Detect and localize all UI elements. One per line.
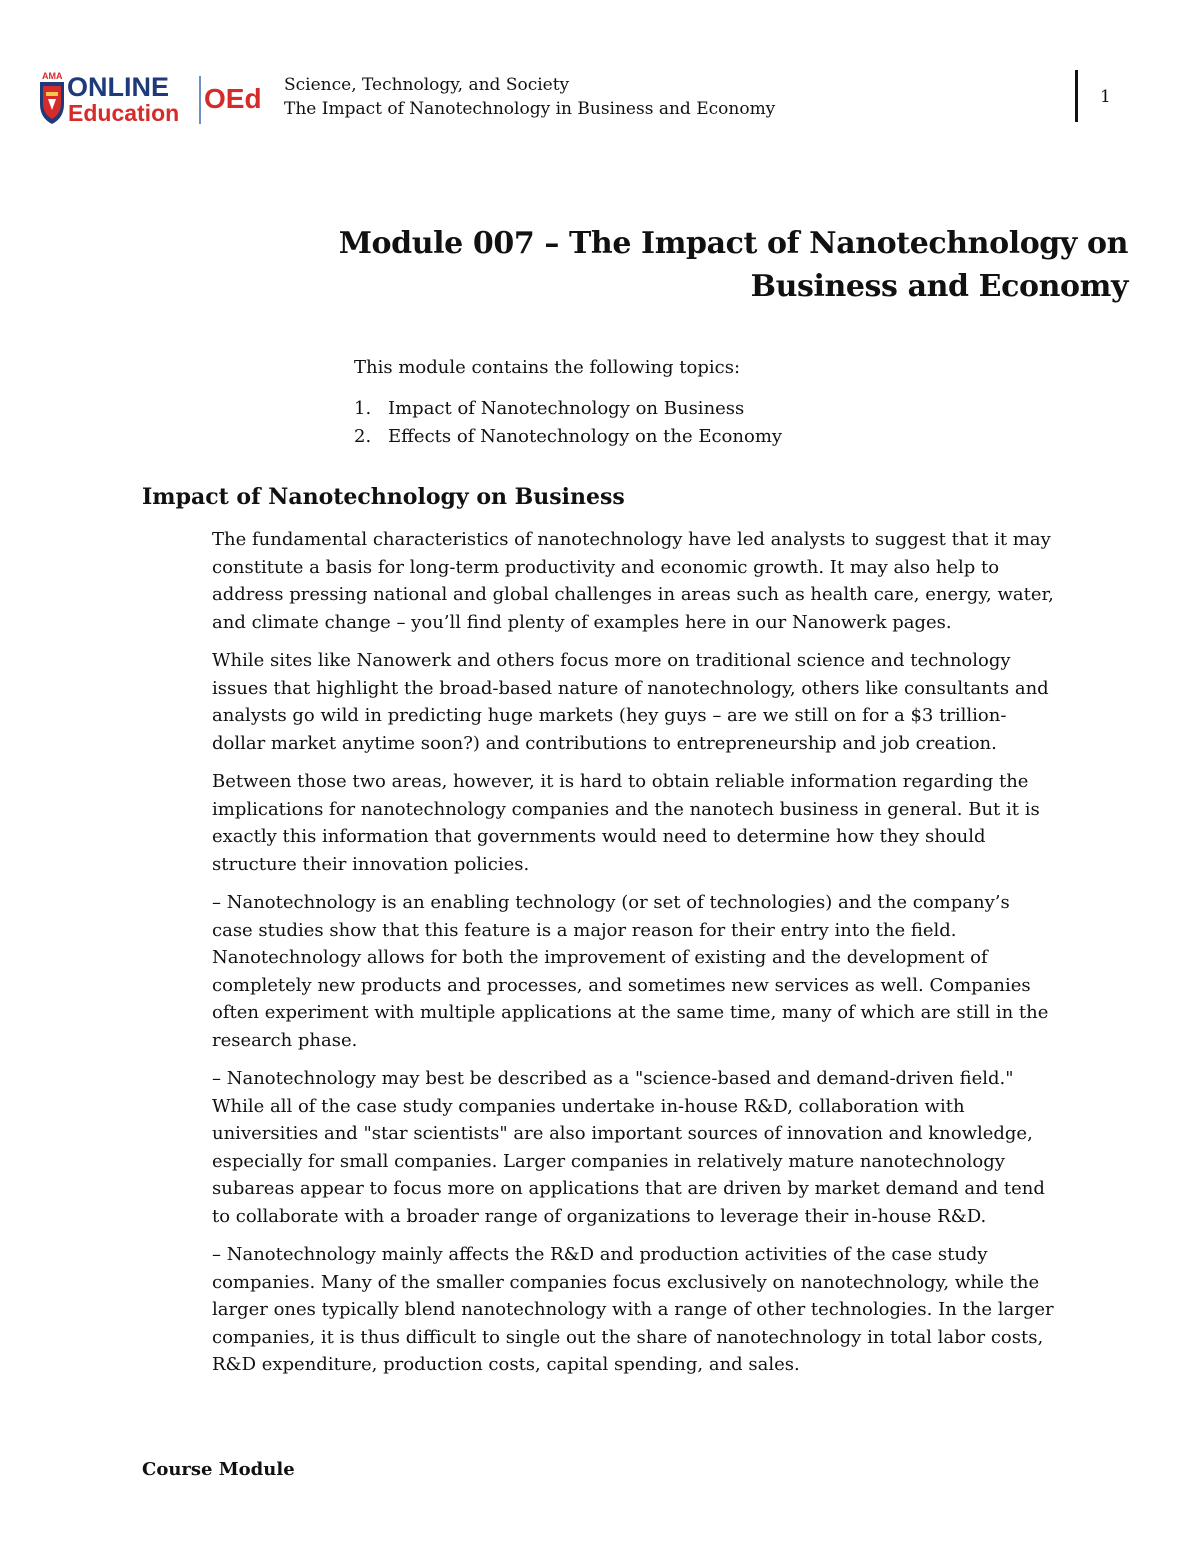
text-line: structure their innovation policies. <box>212 853 530 875</box>
text-line: constitute a basis for long-term productivity and economic growth. It may also help to <box>212 556 1000 578</box>
text-line: issues that highlight the broad-based nature of nanotechnology, others like consultants and <box>212 677 1049 699</box>
paragraph <box>212 889 1142 1054</box>
paragraph <box>212 647 1142 757</box>
module-title-line: Business and Economy <box>750 269 1128 304</box>
text-line: and climate change – you’ll find plenty of examples here in our Nanowerk pages. <box>212 611 952 633</box>
online-text: ONLINE <box>67 72 170 102</box>
text-line: Between those two areas, however, it is hard to obtain reliable information regarding the <box>212 771 1029 792</box>
ama-text: AMA <box>42 71 63 81</box>
text-line: implications for nanotechnology companies and the nanotech business in general. But it is <box>212 798 1040 820</box>
topic-item <box>354 423 782 451</box>
text-line: While sites like Nanowerk and others focus more on traditional science and technology <box>212 650 1011 671</box>
module-title-line: Module 007 – The Impact of Nanotechnology on <box>338 226 1128 261</box>
footer-label: Course Module <box>142 1459 295 1480</box>
topic-number: 1. <box>354 398 372 419</box>
oed-text: OEd <box>204 83 262 114</box>
topic-item <box>354 395 782 423</box>
text-line: companies, it is thus difficult to single out the share of nanotechnology in total labor costs, <box>212 1326 1044 1348</box>
text-line: The fundamental characteristics of nanotechnology have led analysts to suggest that it may <box>212 529 1051 550</box>
topic-number: 2. <box>354 426 372 447</box>
paragraph <box>212 1241 1142 1379</box>
paragraph <box>212 526 1142 636</box>
text-line: case studies show that this feature is a major reason for their entry into the field. <box>212 919 957 941</box>
page-header <box>0 0 1200 140</box>
text-line: especially for small companies. Larger companies in relatively mature nanotechnology <box>212 1150 1005 1172</box>
education-text: Education <box>68 100 180 126</box>
header-divider <box>1075 70 1078 122</box>
text-line: Nanotechnology allows for both the improvement of existing and the development of <box>212 947 988 968</box>
paragraph <box>212 768 1142 878</box>
section-body <box>212 526 1142 1390</box>
page-number: 1 <box>1100 87 1111 107</box>
text-line: universities and "star scientists" are also important sources of innovation and knowledge, <box>212 1123 1033 1144</box>
text-line: – Nanotechnology may best be described as a "science-based and demand-driven field." <box>212 1068 1014 1089</box>
section-heading: Impact of Nanotechnology on Business <box>142 484 625 510</box>
text-line: research phase. <box>212 1029 358 1051</box>
paragraph <box>212 1065 1142 1230</box>
topic-label: Effects of Nanotechnology on the Economy <box>388 426 783 447</box>
text-line: exactly this information that governments would need to determine how they should <box>212 826 986 847</box>
text-line: analysts go wild in predicting huge markets (hey guys – are we still on for a $3 trillion- <box>212 705 1007 726</box>
course-title: Science, Technology, and Society <box>284 75 570 95</box>
text-line: to collaborate with a broader range of organizations to leverage their in-house R&D. <box>212 1205 987 1227</box>
logo-graphic <box>36 68 276 130</box>
text-line: completely new products and processes, and sometimes new services as well. Companies <box>212 974 1031 996</box>
text-line: often experiment with multiple applications at the same time, many of which are still in the <box>212 1002 1049 1023</box>
module-title <box>308 222 1128 308</box>
text-line: – Nanotechnology mainly affects the R&D and production activities of the case study <box>212 1244 988 1265</box>
topic-list <box>354 395 782 451</box>
text-line: larger ones typically blend nanotechnology with a range of other technologies. In the larger <box>212 1299 1054 1320</box>
topics-intro: This module contains the following topics: <box>354 357 741 378</box>
text-line: While all of the case study companies undertake in-house R&D, collaboration with <box>212 1095 965 1117</box>
text-line: – Nanotechnology is an enabling technology (or set of technologies) and the company’s <box>212 892 1010 913</box>
text-line: address pressing national and global challenges in areas such as health care, energy, water, <box>212 584 1054 605</box>
text-line: dollar market anytime soon?) and contributions to entrepreneurship and job creation. <box>212 732 997 754</box>
online-education-logo <box>36 68 276 130</box>
course-subtitle: The Impact of Nanotechnology in Business and Economy <box>284 99 776 119</box>
text-line: companies. Many of the smaller companies focus exclusively on nanotechnology, while the <box>212 1271 1040 1293</box>
topic-label: Impact of Nanotechnology on Business <box>388 398 745 419</box>
text-line: R&D expenditure, production costs, capital spending, and sales. <box>212 1354 800 1375</box>
logo-divider <box>199 76 201 124</box>
text-line: subareas appear to focus more on applications that are driven by market demand and tend <box>212 1178 1045 1199</box>
